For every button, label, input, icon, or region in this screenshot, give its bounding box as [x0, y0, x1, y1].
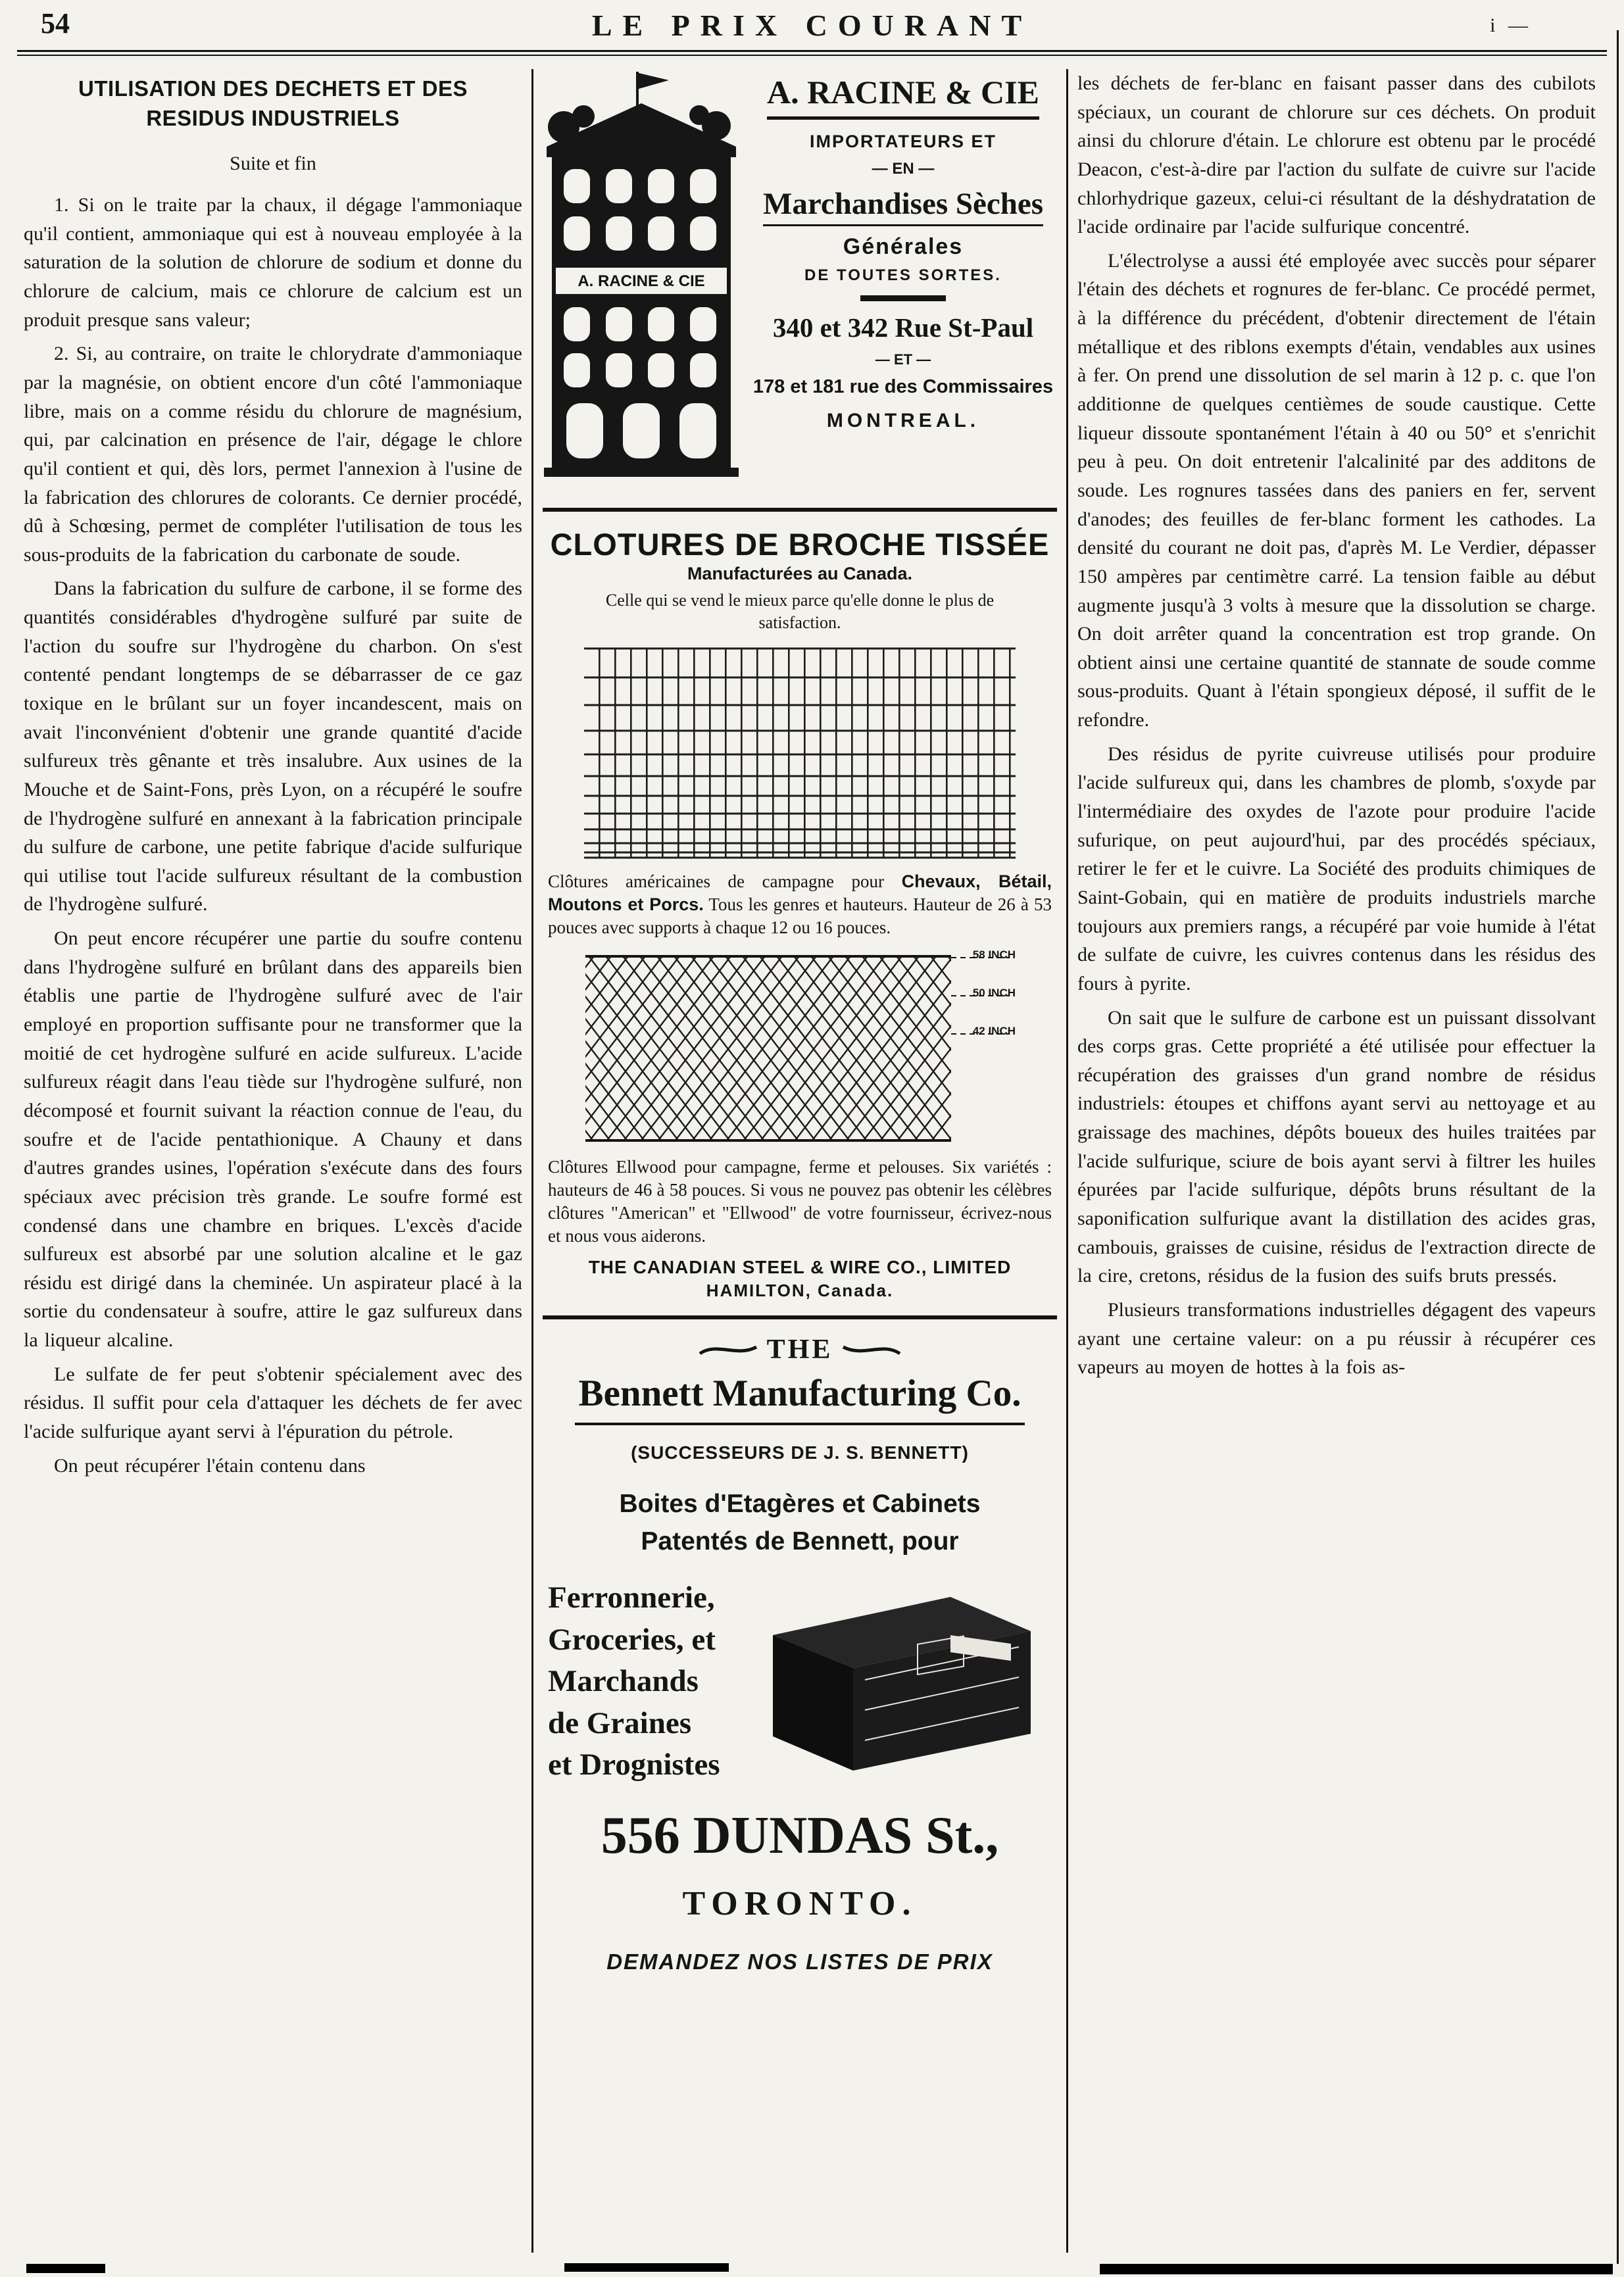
- bennett-customer: Ferronnerie,: [548, 1580, 715, 1615]
- clotures-caption2: Clôtures Ellwood pour campagne, ferme et pelouses. Six variétés : hauteurs de 46 à 58 pouces. Si vous ne pouvez pas obtenir les célèbres clôtures "American" et "Ellwood" de votre fournisseur, écrivez-nous et nous vous aiderons.: [548, 1156, 1052, 1246]
- page-columns: [0, 56, 1624, 2253]
- caption1-text: Clôtures américaines de campagne pour: [548, 871, 902, 891]
- cabinet-svg: [753, 1581, 1036, 1778]
- article-paragraph: On peut récupérer l'étain contenu dans: [54, 1454, 366, 1477]
- article-paragraph: 2. Si, au contraire, on traite le chlorydrate d'ammoniaque par la magnésie, on obtient encore d'un côté l'ammoniaque libre, mais on a comme résidu du chlorure de magnésium, qui, par calcination en présence de l'air, dégage le chlore qu'il contient et qui, dès lors, permet l'annexion à l'usine de la fabrication des chlorures de colorants. Ce dernier procédé, dû à Schœsing, permet de compléter l'utilisation de tous les sous-produits de la fabrication du carbonate de soude.: [24, 343, 522, 566]
- right-column: [1077, 69, 1596, 2253]
- bennett-customer: Marchands: [548, 1664, 699, 1699]
- bennett-the-label: THE: [766, 1334, 833, 1365]
- mesh-fence-illustration: [583, 948, 1017, 1149]
- article-paragraph: 1. Si on le traite par la chaux, il dégage l'ammoniaque qu'il contient, ammoniaque qui est à nouveau employée à la saturation de la solution de chlorure de sodium et donne du chlorure de calcium, mais ce chlorure de calcium est un produit presque sans valeur;: [24, 194, 522, 331]
- clotures-title: CLOTURES DE BROCHE TISSÉE: [550, 527, 1050, 562]
- article-paragraph: Des résidus de pyrite cuivreuse utilisés pour produire l'acide sulfureux qui, dans les chambres de plomb, s'oxyde par l'intermédiaire des oxydes de l'azote pour produire l'acide sufurique, on peut aujourd'hui, par des procédés spéciaux, retirer le fer et le cuivre. La Société des produits chimiques de Saint-Gobain, qui en matière de produits industriels marche toujours aux premiers rangs, a récupéré par voie humide à l'état de sulfate de cuivre, les cuivres contenus dans les résidus des fours à pyrite.: [1077, 743, 1596, 994]
- clotures-tagline: Celle qui se vend le mieux parce qu'elle donne le plus de satisfaction.: [605, 591, 995, 632]
- racine-name: A. RACINE & CIE: [767, 73, 1039, 120]
- bennett-city: TORONTO.: [682, 1884, 918, 1922]
- building-banner-text: A. RACINE & CIE: [578, 272, 705, 290]
- racine-product3: DE TOUTES SORTES.: [804, 266, 1002, 284]
- column-divider-right: [1066, 69, 1068, 2253]
- column-divider-left: [531, 69, 533, 2253]
- building-art-svg: [543, 69, 740, 490]
- woven-fence-illustration: [583, 643, 1017, 864]
- article-paragraph: Plusieurs transformations industrielles dégagent des vapeurs ayant une certaine valeur: on a pu réussir à récupérer ces vapeurs au moyen de hottes à la fois as-: [1077, 1298, 1596, 1379]
- racine-divider: [860, 295, 946, 301]
- scan-artifact: [26, 2264, 105, 2273]
- masthead-title: LE PRIX COURANT: [591, 9, 1033, 42]
- flourish-left-icon: [699, 1340, 758, 1359]
- article-paragraph: les déchets de fer-blanc en faisant passer dans des cubilots spéciaux, un courant de chlorure sur ces déchets. On produit ainsi du chlorure d'étain. Le chlorure est obtenu par le procédé Deacon, c'est-à-dire par l'action du sulfate de cuivre sur l'acide chlorhydrique gazeux, celui-ci résultant de la déshydratation de l'acide ordinaire par l'acide sulfurique concentré.: [1077, 72, 1596, 238]
- scan-mark: i —: [1490, 14, 1532, 36]
- clotures-ad: [543, 526, 1057, 1301]
- bennett-successors: (SUCCESSEURS DE J. S. BENNETT): [631, 1442, 969, 1463]
- bennett-footer: DEMANDEZ NOS LISTES DE PRIX: [606, 1949, 993, 1974]
- bennett-ad: [543, 1334, 1057, 1974]
- flourish-right-icon: [842, 1340, 901, 1359]
- building-illustration: [543, 69, 740, 493]
- article-title: [24, 74, 522, 133]
- bennett-product-lines: [543, 1486, 1057, 1560]
- header-rule-top: [17, 50, 1607, 52]
- racine-importers-label: IMPORTATEURS ET: [810, 132, 997, 151]
- clotures-location: HAMILTON, Canada.: [706, 1281, 894, 1301]
- fence-mesh-svg: [583, 948, 1017, 1146]
- racine-product: Marchandises Sèches: [763, 186, 1043, 226]
- caption1-animals: Chevaux, Bétail, Moutons et Porcs.: [548, 871, 1052, 914]
- racine-et-separator: — ET —: [875, 351, 931, 368]
- racine-en-separator: — EN —: [872, 160, 935, 178]
- racine-address2: 178 et 181 rue des Commissaires: [752, 376, 1054, 397]
- page-header: [0, 0, 1624, 47]
- bennett-product-line2: Patentés de Bennett, pour: [641, 1527, 959, 1555]
- bennett-address: 556 DUNDAS St.,: [601, 1806, 999, 1865]
- fence-grid-svg: [583, 643, 1017, 860]
- left-column: [24, 69, 522, 2253]
- article-paragraph: On peut encore récupérer une partie du soufre contenu dans l'hydrogène sulfuré en brûlant dans des appareils bien établis une partie de l'hydrogène sulfuré avec de l'air employé en proportion suffisante pour ne transformer que la moitié de cet hydrogène sulfuré en acide sulfureux. L'acide sulfureux réagit dans l'eau tiède sur l'hydrogène sulfuré, non décomposé et fournit suivant la réaction connue de l'eau, du soufre et de l'acide pentathionique. A Chauny et dans d'autres grandes usines, l'opération s'exécute dans des fours spéciaux avec précision très grande. Le soufre formé est condensé dans une chambre en briques. L'excès d'acide sulfureux est absorbé par une solution alcaline et le gaz résidu est dirigé dans la cheminée. Un aspirateur placé à la sortie du condensateur à soufre, attire le gaz sulfureux dans la liqueur alcaline.: [24, 927, 522, 1352]
- racine-product2: Générales: [843, 234, 964, 259]
- racine-address1: 340 et 342 Rue St-Paul: [772, 312, 1034, 343]
- article-paragraph: Le sulfate de fer peut s'obtenir spécialement avec des résidus. Il suffit pour cela d'attaquer les déchets de fer avec l'acide sulfurique ayant servi à l'épuration du pétrole.: [24, 1363, 522, 1442]
- bennett-customer: de Graines: [548, 1705, 692, 1740]
- mesh-height-label: 58 INCH: [972, 948, 1016, 961]
- scan-artifact: [564, 2263, 729, 2272]
- article-subtitle: Suite et fin: [230, 153, 316, 175]
- article-paragraph: On sait que le sulfure de carbone est un puissant dissolvant des corps gras. Cette propriété a été utilisée pour effectuer la récupération des graisses d'un grand nombre de résidus industriels: étoupes et chiffons ayant servi au nettoyage et au graissage des machines, dépôts boueux des huiles traitées par l'acide sulfurique, sciure de bois ayant servi à filtrer les huiles épurées par l'acide sulfurique, dépôts bruns résultant de la saponification sulfurique avant la distillation des acides gras, cambouis, graisses de cuisine, résidus de l'extraction directe de la cire, cretons, résidus de la fusion des suifs bruts pressés.: [1077, 1006, 1596, 1287]
- bennett-customer: Groceries, et: [548, 1622, 716, 1657]
- bennett-customer-list: [543, 1577, 753, 1786]
- ad-divider-rule: [543, 1315, 1057, 1319]
- clotures-caption1: [548, 870, 1052, 939]
- caption1-rest: Tous les genres et hauteurs. Hauteur de 26 à 53 pouces avec supports à chaque 12 ou 16 pouces.: [548, 894, 1052, 937]
- bennett-customer: et Drognistes: [548, 1748, 720, 1782]
- cabinet-illustration: [753, 1581, 1057, 1782]
- ads-column: [543, 69, 1057, 2253]
- page-number: 54: [41, 7, 70, 39]
- racine-ad: [543, 69, 1057, 493]
- article-title-line1: UTILISATION DES DECHETS ET DES: [78, 76, 468, 101]
- clotures-subtitle: Manufacturées au Canada.: [687, 564, 913, 583]
- scan-artifact: [1100, 2264, 1613, 2274]
- clotures-company: THE CANADIAN STEEL & WIRE CO., LIMITED: [588, 1257, 1012, 1278]
- article-paragraph: Dans la fabrication du sulfure de carbone, il se forme des quantités considérables d'hydrogène sulfuré par suite de l'action du soufre sur l'hydrogène du charbon. On s'est contenté pendant longtemps de se débarrasser de ce gaz toxique en le brûlant sur un foyer incandescent, mais on avait l'inconvénient d'obtenir une grande quantité d'acide sulfureux très gênante et très insalubre. Aux usines de la Mouche et de Saint-Fons, près Lyon, on a récupéré le soufre de l'hydrogène sulfuré en annexant à la fabrication principale du sulfure de carbone, une petite fabrique d'acide sulfurique qui utilise tout l'acide sulfureux résultant de la combustion de l'hydrogène sulfuré.: [24, 577, 522, 916]
- page-edge-rule: [1617, 30, 1619, 2264]
- mesh-height-label: 42 INCH: [972, 1024, 1016, 1037]
- racine-city: MONTREAL.: [826, 410, 980, 431]
- bennett-middle-section: [543, 1577, 1057, 1786]
- article-paragraph: L'électrolyse a aussi été employée avec succès pour séparer l'étain des déchets et rognures de fer-blanc. Ce procédé permet, à la différence du précédent, d'obtenir directement de l'étain métallique et des riblons exempts d'étain, vendables aux usines à fer. On prend une dissolution de sel marin à 12 p. c. que l'on additionne de quelques centièmes de soude caustique. Cette liqueur dissoute spontanément l'étain à 40 ou 50° et s'enrichit peu à peu. On doit entretenir l'alcalinité par des additons de soude. Les rognures tassées dans des paniers en fer, servent d'anodes; des feuilles de fer-blanc forment les cathodes. La densité du courant ne doit pas, d'après M. Le Verdier, dépasser 150 ampères par centimètre carré. La tension faible au début augmente jusqu'à 3 volts à mesure que la dissolution se charge. On doit arrêter quand la concentration est trop grande. On obtient ainsi une certaine quantité de stannate de soude comme sous-produits. Quant à l'étain spongieux déposé, il suffit de le refondre.: [1077, 249, 1596, 731]
- ad-divider-rule: [543, 508, 1057, 512]
- article-title-line2: RESIDUS INDUSTRIELS: [146, 105, 400, 130]
- mesh-height-label: 50 INCH: [972, 986, 1016, 999]
- bennett-name: Bennett Manufacturing Co.: [575, 1365, 1025, 1425]
- bennett-product-line1: Boites d'Etagères et Cabinets: [619, 1490, 981, 1519]
- bennett-the-line: [543, 1334, 1057, 1365]
